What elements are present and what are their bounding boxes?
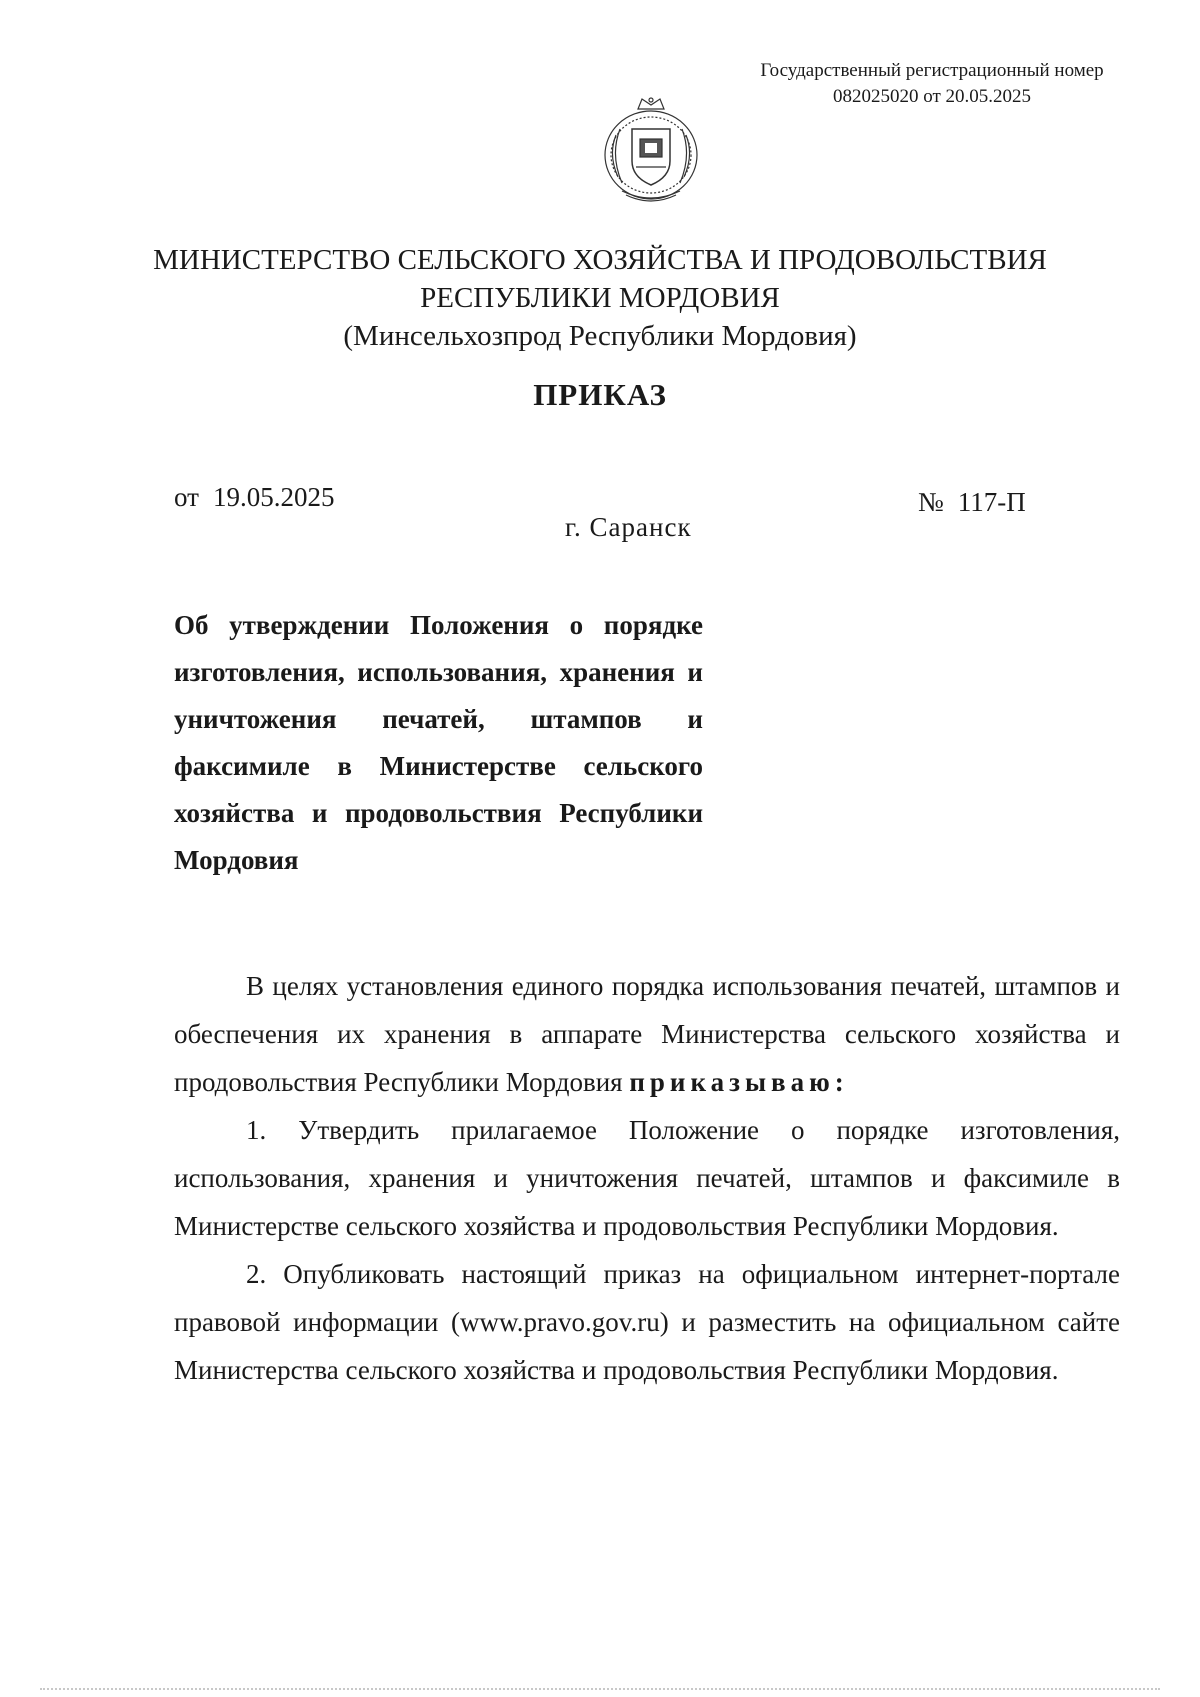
order-item-2: 2. Опубликовать настоящий приказ на официальном интернет-портале правовой информации (www.pravo.gov.ru) и разместить на официальном сайте Министерства сельского хозяйства и продовольствия Республики Мордовия. [174, 1259, 1120, 1385]
order-subject: Об утверждении Положения о порядке изготовления, использования, хранения и уничтожения печатей, штампов и факсимиле в Министерстве сельского хозяйства и продовольствия Республики Мордовия [174, 610, 703, 875]
intro-paragraph [174, 962, 1120, 1106]
order-word: приказываю: [629, 1067, 849, 1097]
ministry-header [0, 241, 1200, 355]
order-date [174, 482, 334, 513]
page-bottom-edge [40, 1688, 1160, 1690]
date-value: 19.05.2025 [212, 482, 335, 512]
order-body [174, 962, 1120, 1394]
ministry-name-line-1: МИНИСТЕРСТВО СЕЛЬСКОГО ХОЗЯЙСТВА И ПРОДОВОЛЬСТВИЯ [153, 244, 1047, 276]
number-value: 117-П [957, 487, 1026, 517]
registration-number [722, 58, 1142, 110]
document-type-title: ПРИКАЗ [533, 377, 667, 412]
number-sign: № [918, 487, 944, 517]
date-prefix: от [174, 482, 199, 512]
order-number [918, 487, 1026, 518]
registration-line-2: 082025020 от 20.05.2025 [832, 86, 1032, 107]
ministry-short-name: (Минсельхозпрод Республики Мордовия) [343, 320, 857, 352]
ministry-name-line-2: РЕСПУБЛИКИ МОРДОВИЯ [420, 282, 780, 314]
intro-text: В целях установления единого порядка использования печатей, штампов и обеспечения их хранения в аппарате Министерства сельского хозяйства и продовольствия Республики Мордовия [174, 971, 1120, 1097]
registration-line-1: Государственный регистрационный номер [760, 60, 1104, 81]
city: г. Саранск [565, 512, 692, 542]
order-item-1: 1. Утвердить прилагаемое Положение о порядке изготовления, использования, хранения и уничтожения печатей, штампов и факсимиле в Министерстве сельского хозяйства и продовольствия Республики Мордовия. [174, 1115, 1120, 1241]
coat-of-arms-icon [600, 95, 702, 207]
